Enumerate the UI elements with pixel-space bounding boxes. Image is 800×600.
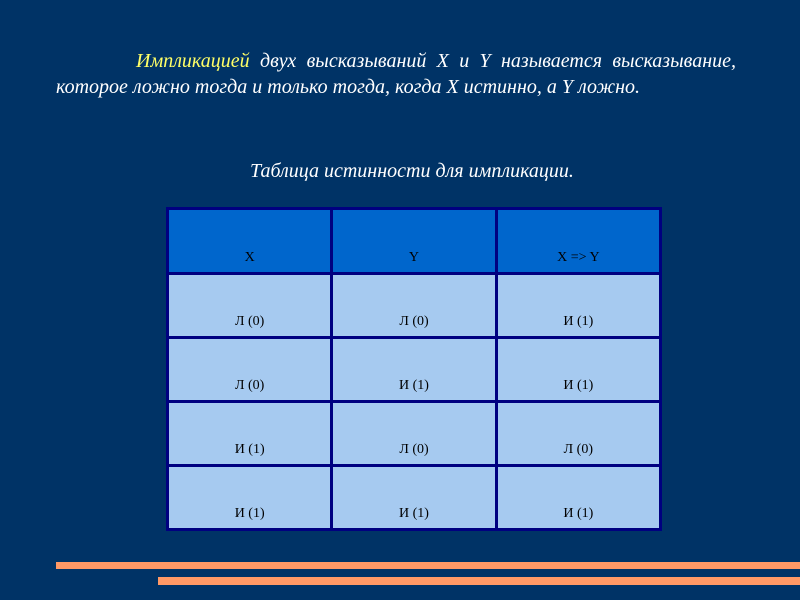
definition-term: Импликацией: [136, 50, 250, 72]
definition-text: двух высказываний X и Y называется высказывание, которое ложно тогда и только тогда, когда X истинно, а Y ложно.: [56, 50, 736, 98]
table-cell: Л (0): [496, 402, 660, 466]
header-cell-x: X: [168, 209, 332, 274]
table-cell: Л (0): [332, 402, 496, 466]
table-row: [168, 466, 661, 530]
decorative-bar-bottom: [158, 577, 800, 585]
table-cell: И (1): [496, 338, 660, 402]
table-cell: И (1): [332, 338, 496, 402]
table-row: [168, 402, 661, 466]
table-row: [168, 274, 661, 338]
table-header-row: [168, 209, 661, 274]
table-cell: И (1): [496, 466, 660, 530]
table-cell: Л (0): [168, 338, 332, 402]
table-cell: Л (0): [332, 274, 496, 338]
table-cell: И (1): [168, 402, 332, 466]
table-cell: И (1): [332, 466, 496, 530]
truth-table: [166, 207, 662, 531]
table-row: [168, 338, 661, 402]
definition-paragraph: [56, 48, 736, 100]
table-cell: И (1): [496, 274, 660, 338]
table-cell: Л (0): [168, 274, 332, 338]
table-caption: Таблица истинности для импликации.: [250, 160, 574, 182]
header-cell-y: Y: [332, 209, 496, 274]
header-cell-implication: X => Y: [496, 209, 660, 274]
decorative-bar-top: [56, 562, 800, 569]
table-cell: И (1): [168, 466, 332, 530]
